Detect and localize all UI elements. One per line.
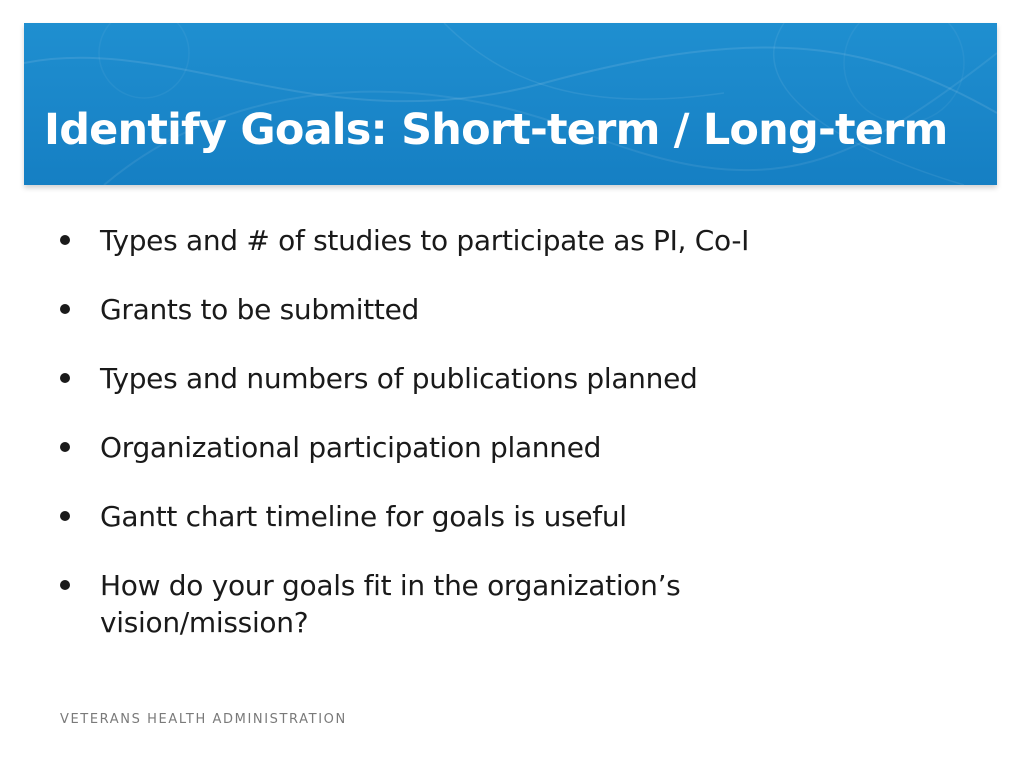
bullet-text: Types and # of studies to participate as PI, Co-I [100,224,750,257]
bullet-dot-icon [60,580,70,590]
bullet-item [58,222,958,259]
bullet-dot-icon [60,442,70,452]
footer-organization: VETERANS HEALTH ADMINISTRATION [60,712,347,727]
title-banner [24,23,997,185]
bullet-text: Gantt chart timeline for goals is useful [100,500,627,533]
bullet-item [58,291,958,328]
bullet-item [58,429,958,466]
bullet-text: How do your goals fit in the organization’s vision/mission? [100,569,681,639]
bullet-dot-icon [60,304,70,314]
bullet-text: Grants to be submitted [100,293,420,326]
bullet-dot-icon [60,373,70,383]
slide-title: Identify Goals: Short-term / Long-term [44,105,948,155]
bullet-text: Organizational participation planned [100,431,602,464]
bullet-text: Types and numbers of publications planned [100,362,698,395]
bullet-dot-icon [60,511,70,521]
bullet-item [58,360,958,397]
banner-texture [24,23,997,185]
bullet-item [58,567,958,641]
bullet-dot-icon [60,235,70,245]
bullet-list [58,222,958,673]
bullet-item [58,498,958,535]
